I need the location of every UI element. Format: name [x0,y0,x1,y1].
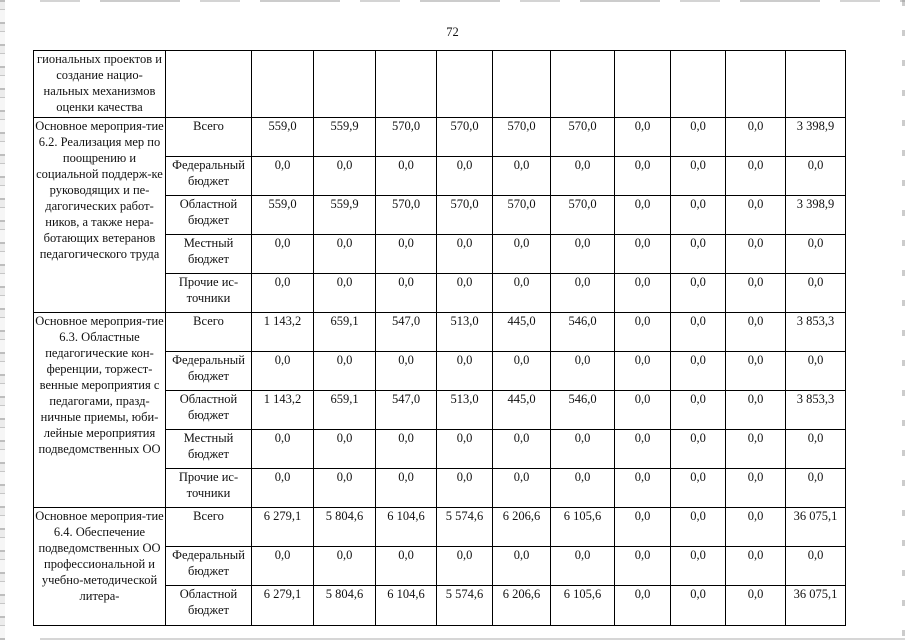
value-cell: 0,0 [252,547,314,586]
value-cell: 0,0 [726,118,786,157]
value-cell: 659,1 [314,391,376,430]
empty-cell [671,51,726,118]
value-cell: 0,0 [615,430,671,469]
value-cell: 570,0 [437,196,493,235]
funding-source-label: Всего [166,313,252,352]
value-cell-total: 3 398,9 [786,196,846,235]
value-cell: 0,0 [551,547,615,586]
value-cell: 0,0 [314,469,376,508]
value-cell: 0,0 [314,352,376,391]
measure-description: Основное мероприя-тие 6.3. Областные педагогические кон-ференции, торжест-венные мероприятия с педагогами, празд-ничные приемы, юби-лейные мероприятия подведомственных ОО [34,313,166,508]
value-cell: 0,0 [726,508,786,547]
value-cell: 0,0 [551,235,615,274]
value-cell: 0,0 [671,196,726,235]
value-cell: 0,0 [376,430,437,469]
value-cell: 1 143,2 [252,391,314,430]
value-cell: 0,0 [726,352,786,391]
empty-cell [615,51,671,118]
value-cell: 0,0 [551,157,615,196]
value-cell: 6 279,1 [252,508,314,547]
table-row [34,118,846,157]
funding-source-label: Областной бюджет [166,391,252,430]
value-cell: 0,0 [615,235,671,274]
value-cell: 0,0 [252,274,314,313]
value-cell: 0,0 [671,235,726,274]
value-cell: 0,0 [493,430,551,469]
empty-cell [726,51,786,118]
value-cell-total: 36 075,1 [786,508,846,547]
empty-cell [493,51,551,118]
value-cell: 0,0 [671,469,726,508]
value-cell: 513,0 [437,391,493,430]
value-cell: 0,0 [437,469,493,508]
value-cell: 559,9 [314,196,376,235]
empty-cell [314,51,376,118]
value-cell: 6 104,6 [376,586,437,626]
funding-source-label: Прочие ис-точники [166,274,252,313]
value-cell: 0,0 [376,469,437,508]
funding-source-label: Федеральный бюджет [166,352,252,391]
value-cell: 0,0 [671,547,726,586]
value-cell: 559,0 [252,118,314,157]
value-cell: 0,0 [437,547,493,586]
funding-source-label: Областной бюджет [166,586,252,626]
value-cell: 546,0 [551,313,615,352]
value-cell: 0,0 [671,118,726,157]
value-cell: 0,0 [314,430,376,469]
value-cell: 445,0 [493,391,551,430]
value-cell: 0,0 [671,586,726,626]
measure-description: Основное мероприя-тие 6.4. Обеспечение подведомственных ОО профессиональной и учебно-методической литера- [34,508,166,626]
empty-cell [786,51,846,118]
value-cell: 0,0 [493,274,551,313]
value-cell: 5 804,6 [314,586,376,626]
value-cell: 0,0 [252,157,314,196]
value-cell: 559,0 [252,196,314,235]
table-row [34,508,846,547]
funding-source-label: Областной бюджет [166,196,252,235]
value-cell-total: 0,0 [786,469,846,508]
value-cell: 0,0 [551,430,615,469]
value-cell: 0,0 [615,118,671,157]
value-cell: 0,0 [726,469,786,508]
value-cell: 0,0 [726,586,786,626]
value-cell: 0,0 [314,547,376,586]
measure-description: гиональных проектов и создание нацио-нальных механизмов оценки качества [34,51,166,118]
value-cell: 0,0 [551,352,615,391]
value-cell: 0,0 [314,157,376,196]
value-cell: 0,0 [437,430,493,469]
value-cell: 5 804,6 [314,508,376,547]
value-cell: 0,0 [376,157,437,196]
value-cell-total: 3 398,9 [786,118,846,157]
value-cell: 0,0 [726,391,786,430]
value-cell: 0,0 [252,352,314,391]
table-row-continuation [34,51,846,118]
value-cell: 1 143,2 [252,313,314,352]
funding-source-label: Местный бюджет [166,235,252,274]
value-cell: 6 206,6 [493,586,551,626]
value-cell: 0,0 [437,157,493,196]
value-cell: 570,0 [493,196,551,235]
value-cell: 0,0 [314,235,376,274]
value-cell: 0,0 [615,547,671,586]
value-cell: 0,0 [252,469,314,508]
value-cell: 0,0 [551,469,615,508]
value-cell: 0,0 [726,547,786,586]
value-cell: 570,0 [551,196,615,235]
value-cell: 513,0 [437,313,493,352]
value-cell-total: 36 075,1 [786,586,846,626]
empty-cell [252,51,314,118]
value-cell: 0,0 [493,469,551,508]
value-cell: 0,0 [726,196,786,235]
value-cell: 0,0 [615,586,671,626]
value-cell: 6 279,1 [252,586,314,626]
value-cell-total: 0,0 [786,235,846,274]
page-number: 72 [446,25,459,39]
funding-source-label: Прочие ис-точники [166,469,252,508]
value-cell-total: 0,0 [786,430,846,469]
value-cell: 547,0 [376,313,437,352]
value-cell: 0,0 [493,235,551,274]
value-cell: 0,0 [437,235,493,274]
funding-source-label: Федеральный бюджет [166,157,252,196]
value-cell: 0,0 [437,274,493,313]
value-cell: 5 574,6 [437,586,493,626]
value-cell: 570,0 [493,118,551,157]
value-cell: 0,0 [615,391,671,430]
value-cell: 0,0 [726,313,786,352]
value-cell: 547,0 [376,391,437,430]
value-cell: 0,0 [671,352,726,391]
value-cell: 0,0 [671,391,726,430]
value-cell: 0,0 [493,352,551,391]
value-cell: 0,0 [671,430,726,469]
value-cell: 0,0 [376,274,437,313]
scan-edge-top [40,0,905,2]
value-cell: 570,0 [376,118,437,157]
table-row [34,313,846,352]
funding-source-label: Всего [166,118,252,157]
value-cell: 5 574,6 [437,508,493,547]
value-cell-total: 0,0 [786,157,846,196]
value-cell: 659,1 [314,313,376,352]
value-cell-total: 0,0 [786,547,846,586]
value-cell: 6 105,6 [551,586,615,626]
value-cell: 0,0 [615,196,671,235]
value-cell-total: 3 853,3 [786,313,846,352]
value-cell: 6 104,6 [376,508,437,547]
value-cell: 570,0 [551,118,615,157]
value-cell: 0,0 [671,508,726,547]
table-body [34,51,846,626]
funding-source-label: Местный бюджет [166,430,252,469]
value-cell: 0,0 [314,274,376,313]
value-cell-total: 0,0 [786,352,846,391]
value-cell: 6 105,6 [551,508,615,547]
scan-edge-left [0,0,5,640]
value-cell: 0,0 [615,352,671,391]
empty-cell [166,51,252,118]
value-cell: 0,0 [726,235,786,274]
value-cell: 0,0 [671,274,726,313]
value-cell: 570,0 [376,196,437,235]
value-cell: 546,0 [551,391,615,430]
value-cell: 0,0 [551,274,615,313]
measure-description: Основное мероприя-тие 6.2. Реализация мер по поощрению и социальной поддерж-ке руководящих и пе-дагогических работ-ников, а также нера-ботающих ветеранов педагогического труда [34,118,166,313]
value-cell: 0,0 [671,313,726,352]
value-cell: 0,0 [671,157,726,196]
value-cell: 0,0 [726,157,786,196]
value-cell: 0,0 [493,157,551,196]
value-cell: 0,0 [726,274,786,313]
funding-source-label: Федеральный бюджет [166,547,252,586]
value-cell: 0,0 [615,313,671,352]
value-cell: 0,0 [726,430,786,469]
value-cell: 0,0 [615,469,671,508]
value-cell: 0,0 [376,547,437,586]
value-cell-total: 0,0 [786,274,846,313]
value-cell: 0,0 [615,508,671,547]
value-cell: 559,9 [314,118,376,157]
value-cell: 0,0 [252,430,314,469]
empty-cell [437,51,493,118]
empty-cell [551,51,615,118]
empty-cell [376,51,437,118]
value-cell-total: 3 853,3 [786,391,846,430]
value-cell: 0,0 [376,235,437,274]
funding-source-label: Всего [166,508,252,547]
value-cell: 0,0 [252,235,314,274]
value-cell: 6 206,6 [493,508,551,547]
value-cell: 0,0 [493,547,551,586]
budget-table [33,50,846,626]
value-cell: 445,0 [493,313,551,352]
value-cell: 0,0 [376,352,437,391]
value-cell: 0,0 [615,274,671,313]
value-cell: 0,0 [437,352,493,391]
value-cell: 0,0 [615,157,671,196]
value-cell: 570,0 [437,118,493,157]
